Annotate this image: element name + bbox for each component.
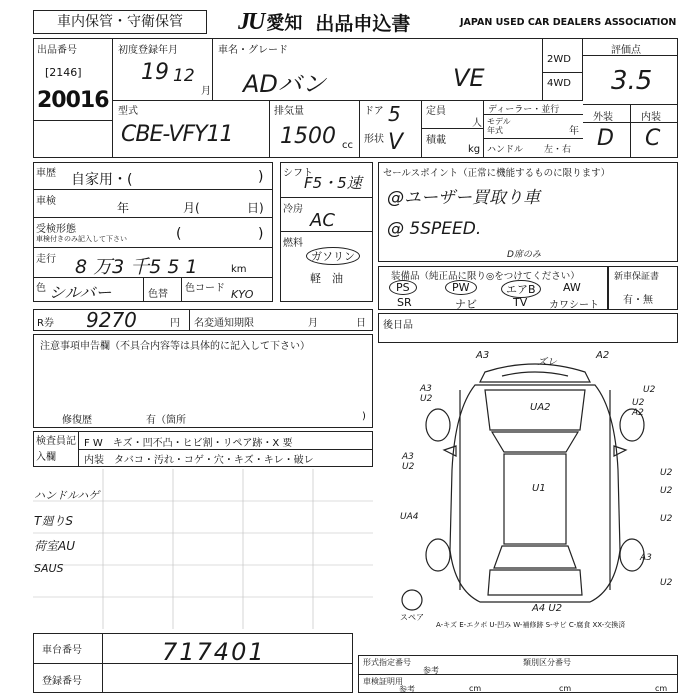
fuel-label: 燃料 [283, 238, 303, 249]
inspector-note-2: T廻りS [34, 514, 73, 528]
footer-right [358, 655, 678, 693]
form-receipt-label: 受検形態 [36, 224, 76, 235]
dim-1: cm [469, 684, 482, 693]
doors-cell [360, 100, 422, 158]
form-receipt-close: ) [258, 226, 264, 242]
sales-point-2: @ 5SPEED. [387, 219, 482, 239]
repair-close: ) [362, 411, 366, 422]
diag-label-11: U2 [660, 486, 673, 496]
capacity-label: 定員 [426, 106, 446, 117]
r-ticket-row [33, 309, 373, 331]
history-close: ) [258, 169, 264, 185]
equip-ps: PS [389, 280, 417, 295]
form-cert-label: 形式指定番号 [363, 658, 411, 667]
mileage-row [33, 248, 273, 278]
storage-label-box [33, 10, 207, 34]
diag-label-7: U2 A2 [632, 398, 645, 418]
inspector-box [33, 431, 373, 467]
inspection-day-unit: 日) [247, 201, 264, 215]
warranty-options: 有・無 [623, 295, 653, 306]
diag-label-9: U1 [532, 483, 546, 494]
diag-label-16: A3 [640, 553, 652, 563]
diag-label-8: A3 U2 [402, 452, 415, 472]
equip-power-seat: カワシート [549, 300, 599, 311]
color-label: 色 [36, 283, 46, 294]
interior-grade: C [645, 126, 661, 151]
dealer-label: ディーラー・並行 [488, 105, 560, 115]
mileage-label: 走行 [36, 254, 56, 265]
sales-point-1: @ユーザー買取り車 [387, 188, 540, 208]
warranty-label: 新車保証書 [614, 272, 660, 282]
history-label: 車歴 [36, 168, 56, 179]
fuel-diesel: 軽 油 [310, 272, 343, 285]
repair-value: 有（箇所 [146, 415, 186, 426]
ac-value: AC [310, 210, 335, 231]
equip-tv: TV [513, 296, 528, 309]
class-label: 類別区分番号 [523, 658, 571, 667]
model-cell [113, 100, 270, 158]
capacity-unit: 人 [472, 118, 482, 129]
diag-label-2: ズレ [537, 357, 557, 368]
dim-2: cm [559, 684, 572, 693]
diag-label-5: U2 [643, 385, 656, 395]
inspection-label: 車検 [36, 196, 56, 207]
chassis-label: 車台番号 [42, 645, 82, 656]
shift-cell [280, 162, 373, 198]
r-ticket-value: 9270 [86, 308, 137, 332]
org-name-jp: 愛知 [266, 13, 303, 34]
grade-cell [583, 38, 678, 158]
shape-value: V [388, 130, 404, 155]
fuel-gasoline: ガソリン [306, 247, 360, 265]
lot-label: 出品番号 [37, 45, 77, 56]
diag-label-1: A3 [476, 350, 490, 361]
diag-label-6: UA2 [530, 402, 551, 413]
form-title: 出品申込書 [315, 12, 411, 35]
drive-cell [543, 38, 583, 100]
diagram-legend: A-キズ E-エクボ U-凹み W-補修跡 S-サビ C-腐食 XX-交換済 [436, 621, 626, 629]
displacement-unit: cc [342, 140, 353, 151]
color-change-label: 色替 [148, 289, 168, 300]
diag-label-14: U2 [660, 578, 673, 588]
registration-cell [113, 38, 213, 100]
logo [238, 8, 410, 36]
vehicle-label: 車名・グレード [218, 45, 288, 56]
drive-4wd: 4WD [547, 78, 571, 89]
equip-aw: AW [563, 281, 581, 294]
dealer-cell [484, 100, 583, 158]
mileage-digits: 8 万3 千5 5 1 [75, 256, 198, 278]
capacity-cell [422, 100, 484, 158]
equipment-box [378, 266, 608, 310]
inspection-year-unit: 年 [117, 201, 130, 215]
model-label: 型式 [118, 106, 138, 117]
diag-label-13: U2 [660, 514, 673, 524]
history-row [33, 162, 273, 190]
model-value: CBE-VFY11 [121, 122, 233, 147]
diag-label-3: A2 [596, 350, 610, 361]
doors-value: 5 [388, 102, 401, 126]
shape-label: 形状 [364, 134, 384, 145]
notes-box [33, 334, 373, 428]
grade-label: 評価点 [611, 45, 641, 56]
inspector-note-1: ハンドルハゲ [34, 489, 100, 502]
color-code-label: 色コード [185, 283, 225, 294]
reg-deadline-month: 月 [308, 318, 318, 329]
lot-sub-number: [2146] [45, 66, 82, 79]
sales-points-box [378, 162, 678, 262]
drive-2wd: 2WD [547, 54, 571, 65]
inspector-label: 検査員記入欄 [36, 436, 76, 463]
spare-label: スペア [400, 613, 424, 622]
inspection-row [33, 190, 273, 218]
shift-value: F5・5速 [304, 174, 362, 192]
load-unit: kg [468, 144, 481, 155]
diag-label-12: UA4 [400, 512, 419, 522]
exterior-label: 外装 [593, 112, 613, 123]
form-receipt-note: 車検付きのみ記入して下さい [36, 235, 127, 243]
registration-label: 初度登録年月 [118, 45, 178, 56]
vehicle-cell [213, 38, 543, 100]
rear-items-label: 後日品 [383, 320, 413, 331]
handle-options: 左・右 [544, 145, 572, 155]
handle-label: ハンドル [487, 145, 524, 155]
model-year-unit: 年 [569, 126, 579, 137]
form-receipt-row [33, 218, 273, 248]
warranty-box [608, 266, 678, 310]
notes-label: 注意事項申告欄（不具合内容等は具体的に記入して下さい） [40, 341, 310, 352]
lot-cell [33, 38, 113, 120]
diag-label-10: U2 [660, 468, 673, 478]
load-label: 積載 [426, 135, 446, 146]
note-label: 参考 [399, 685, 415, 694]
equip-pw: PW [445, 280, 477, 295]
ac-cell [280, 198, 373, 232]
ref-label: 参考 [423, 666, 439, 675]
chassis-value: 717401 [162, 638, 266, 666]
inspector-note-4: SAUS [34, 562, 64, 575]
equip-sr: SR [397, 296, 412, 309]
reg-deadline-day: 日 [356, 318, 366, 329]
registration-number-label: 登録番号 [42, 676, 82, 687]
registration-year: 19 [141, 60, 169, 85]
r-ticket-unit: 円 [170, 318, 180, 329]
cert-label: 車検証明用 [363, 677, 403, 686]
vehicle-name: ADバン [243, 70, 326, 98]
grade-score: 3.5 [611, 66, 653, 96]
rear-items-box [378, 313, 678, 343]
history-value: 自家用・( [71, 172, 133, 188]
r-ticket-label: R券 [37, 318, 54, 329]
inspector-row-2: 内装 タバコ・汚れ・コゲ・穴・キズ・キレ・破レ [84, 455, 314, 466]
storage-label: 車内保管・守衛保管 [57, 14, 183, 30]
color-row [33, 278, 273, 302]
displacement-label: 排気量 [274, 106, 304, 117]
doors-label: ドア [364, 106, 384, 117]
equip-navi: ナビ [455, 298, 477, 311]
equipment-label: 装備品（純正品に限り◎をつけてください） [391, 271, 580, 282]
displacement-value: 1500 [280, 124, 336, 149]
equip-airbag: エアB [501, 280, 541, 298]
shift-label: シフト [283, 168, 313, 179]
registration-month-unit: 月 [201, 86, 211, 97]
diag-label-15: A4 U2 [532, 603, 563, 614]
fuel-cell [280, 232, 373, 302]
color-code-value: KYO [231, 288, 254, 301]
reg-deadline-label: 名変通知期限 [194, 318, 254, 329]
ac-label: 冷房 [283, 204, 303, 215]
ju-logo-mark: JU [238, 8, 264, 35]
form-receipt-open: ( [176, 226, 182, 242]
color-value: シルバー [49, 283, 112, 302]
mileage-unit: km [231, 264, 247, 275]
inspector-row-1: F W キズ・凹不凸・ヒビ割・リペア跡・X 要 [84, 438, 293, 449]
inspector-note-3: 荷室AU [34, 539, 75, 553]
exterior-grade: D [597, 126, 614, 151]
footer-left [33, 633, 353, 693]
model-year-label: モデル年式 [487, 117, 511, 135]
dim-3: cm [655, 684, 668, 693]
diag-label-4: A3 U2 [420, 384, 433, 404]
inspection-month-unit: 月( [183, 201, 200, 215]
sales-point-note: D席のみ [507, 250, 541, 260]
interior-label: 内装 [641, 112, 661, 123]
lot-number: 20016 [37, 88, 109, 113]
displacement-cell [270, 100, 360, 158]
org-name-en: JAPAN USED CAR DEALERS ASSOCIATION [460, 17, 677, 28]
vehicle-grade: VE [453, 64, 485, 92]
repair-label: 修復歴 [62, 415, 92, 426]
sales-points-label: セールスポイント（正常に機能するものに限ります） [383, 168, 611, 179]
registration-month: 12 [173, 66, 195, 86]
